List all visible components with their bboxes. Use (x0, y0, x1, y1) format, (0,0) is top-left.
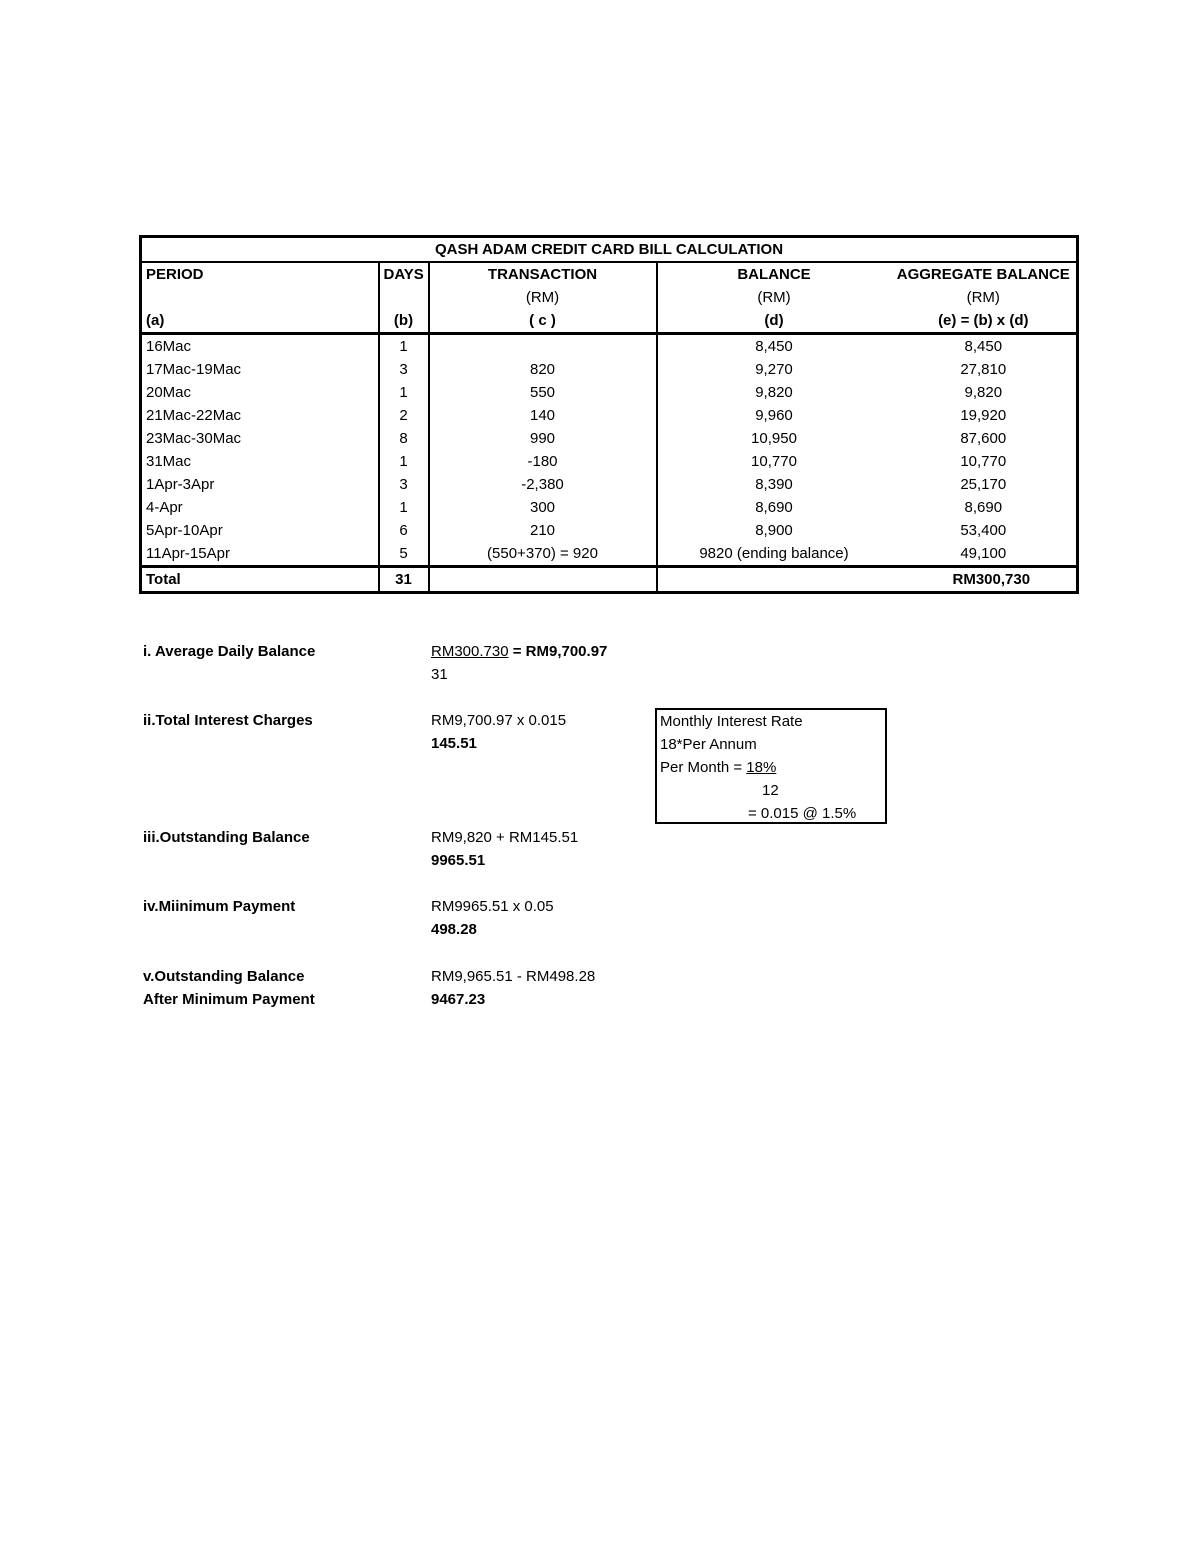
header-transaction: TRANSACTION (429, 262, 657, 286)
total-interest-label: ii.Total Interest Charges (143, 712, 313, 729)
total-aggregate: RM300,730 (891, 567, 1078, 593)
after-payment-formula: RM9,965.51 - RM498.28 (431, 968, 596, 985)
code-days: (b) (379, 309, 429, 334)
cell-aggregate: 25,170 (960, 476, 1007, 493)
cell-period: 11Apr-15Apr (141, 542, 379, 567)
header-code-row (141, 309, 1078, 334)
calculation-table (139, 235, 1079, 594)
cell-days: 3 (379, 473, 429, 496)
cell-days: 6 (379, 519, 429, 542)
cell-balance: 10,950 (751, 430, 797, 447)
code-balance: (d) (657, 309, 891, 334)
outstanding-balance-label: iii.Outstanding Balance (143, 829, 310, 846)
cell-transaction: 140 (429, 404, 657, 427)
credit-card-calculation-sheet (139, 235, 1076, 594)
table-row (141, 450, 1078, 473)
header-days: DAYS (379, 262, 429, 286)
cell-days: 2 (379, 404, 429, 427)
cell-period: 23Mac-30Mac (141, 427, 379, 450)
outstanding-balance-formula: RM9,820 + RM145.51 (431, 829, 579, 846)
rate-title: Monthly Interest Rate (660, 713, 803, 730)
after-payment-result: 9467.23 (431, 991, 486, 1008)
cell-days: 1 (379, 381, 429, 404)
cell-period: 4-Apr (141, 496, 379, 519)
cell-balance: 10,770 (751, 453, 797, 470)
cell-period: 16Mac (141, 334, 379, 359)
cell-aggregate: 10,770 (960, 453, 1007, 470)
code-aggregate: (e) = (b) x (d) (891, 309, 1078, 334)
cell-balance: 8,390 (755, 476, 793, 493)
header-balance: BALANCE (737, 266, 811, 283)
code-transaction: ( c ) (429, 309, 657, 334)
cell-period: 1Apr-3Apr (141, 473, 379, 496)
table-row (141, 519, 1078, 542)
rate-annual: 18*Per Annum (660, 736, 757, 753)
table-row (141, 427, 1078, 450)
cell-days: 5 (379, 542, 429, 567)
cell-days: 1 (379, 450, 429, 473)
average-numerator: RM300.730 (431, 643, 509, 660)
cell-transaction: (550+370) = 920 (429, 542, 657, 567)
cell-balance: 9820 (ending balance) (699, 545, 849, 562)
rate-result: = 0.015 @ 1.5% (748, 805, 857, 822)
cell-balance: 8,900 (755, 522, 793, 539)
table-row (141, 496, 1078, 519)
table-row (141, 473, 1078, 496)
total-label: Total (141, 567, 379, 593)
cell-balance: 9,820 (755, 384, 793, 401)
cell-days: 3 (379, 358, 429, 381)
cell-aggregate: 87,600 (960, 430, 1007, 447)
cell-period: 5Apr-10Apr (141, 519, 379, 542)
cell-transaction: -180 (429, 450, 657, 473)
cell-aggregate: 8,450 (964, 338, 1003, 355)
minimum-payment-label: iv.Miinimum Payment (143, 898, 296, 915)
outstanding-balance-result: 9965.51 (431, 852, 486, 869)
cell-aggregate: 19,920 (960, 407, 1007, 424)
rate-divisor: 12 (762, 782, 779, 799)
monthly-interest-rate-box (655, 708, 887, 824)
average-denominator: 31 (431, 666, 448, 683)
unit-aggregate: (RM) (966, 289, 1000, 306)
rate-per-month-value: 18% (746, 759, 777, 776)
cell-transaction: 300 (429, 496, 657, 519)
cell-balance: 9,960 (755, 407, 793, 424)
header-row (141, 262, 1078, 286)
cell-aggregate: 27,810 (960, 361, 1007, 378)
header-aggregate: AGGREGATE BALANCE (896, 266, 1070, 283)
cell-period: 21Mac-22Mac (141, 404, 379, 427)
cell-transaction: 990 (429, 427, 657, 450)
minimum-payment-result: 498.28 (431, 921, 477, 938)
average-daily-balance-label: i. Average Daily Balance (143, 643, 316, 660)
rate-per-month (660, 756, 882, 779)
total-days: 31 (379, 567, 429, 593)
table-row (141, 334, 1078, 359)
cell-period: 17Mac-19Mac (141, 358, 379, 381)
total-interest-formula: RM9,700.97 x 0.015 (431, 712, 567, 729)
table-row (141, 542, 1078, 567)
total-row (141, 567, 1078, 593)
rate-per-month-prefix: Per Month = (660, 759, 747, 776)
minimum-payment-formula: RM9965.51 x 0.05 (431, 898, 554, 915)
after-payment-label-1: v.Outstanding Balance (143, 968, 305, 985)
cell-balance: 8,450 (755, 338, 793, 355)
after-payment-label-2: After Minimum Payment (143, 991, 315, 1008)
cell-balance: 8,690 (755, 499, 793, 516)
cell-transaction: 820 (429, 358, 657, 381)
cell-days: 8 (379, 427, 429, 450)
cell-transaction: 550 (429, 381, 657, 404)
header-unit-row (141, 286, 1078, 309)
cell-days: 1 (379, 496, 429, 519)
cell-transaction: -2,380 (429, 473, 657, 496)
unit-balance: (RM) (757, 289, 791, 306)
cell-aggregate: 53,400 (960, 522, 1007, 539)
cell-aggregate: 9,820 (964, 384, 1003, 401)
cell-days: 1 (379, 334, 429, 359)
cell-transaction: 210 (429, 519, 657, 542)
cell-transaction (429, 334, 657, 359)
cell-balance: 9,270 (755, 361, 793, 378)
table-row (141, 358, 1078, 381)
average-result: = RM9,700.97 (508, 643, 608, 660)
table-title-row (141, 237, 1078, 263)
cell-period: 20Mac (141, 381, 379, 404)
table-title: QASH ADAM CREDIT CARD BILL CALCULATION (141, 237, 1078, 263)
cell-aggregate: 49,100 (960, 545, 1007, 562)
total-interest-result: 145.51 (431, 735, 477, 752)
average-daily-balance-formula (431, 640, 607, 663)
table-row (141, 381, 1078, 404)
header-period: PERIOD (141, 262, 379, 286)
cell-aggregate: 8,690 (964, 499, 1003, 516)
table-row (141, 404, 1078, 427)
cell-period: 31Mac (141, 450, 379, 473)
code-period: (a) (141, 309, 379, 334)
unit-transaction: (RM) (429, 286, 657, 309)
